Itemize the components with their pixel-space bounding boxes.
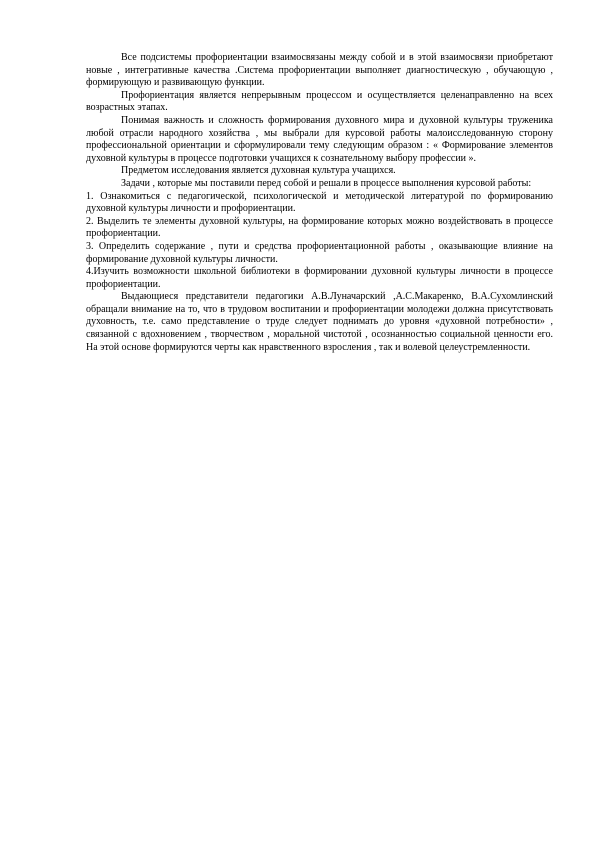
task-item-4: 4.Изучить возможности школьной библиотеки в формировании духовной культуры личности в процессе профориентации. [86, 266, 553, 290]
document-page [86, 52, 553, 354]
paragraph-tasks-intro: Задачи , которые мы поставили перед собой и решали в процессе выполнения курсовой работы: [121, 177, 532, 189]
task-item-2: 2. Выделить те элементы духовной культуры, на формирование которых можно воздействовать в процессе профориентации. [86, 215, 553, 240]
paragraph-continuous-process: Профориентация является непрерывным процессом и осуществляется целенаправленно на всех возрастных этапах. [86, 89, 553, 114]
paragraph-educators: Выдающиеся представители педагогики А.В.Луначарский ,А.С.Макаренко, В.А.Сухомлинский обращали внимание на то, что в трудовом воспитании и профориентации молодежи должна присутствовать духовность, т.е. само представление о труде следует поднимать до уровня «духовной потребности» , связанной с вдохновением , творчеством , моральной чистотой , осознанностью социальной ценности его. На этой основе формируются черты как нравственного взросления , так и волевой целеустремленности. [86, 291, 553, 353]
paragraph-topic: Понимая важность и сложность формирования духовного мира и духовной культуры труженика любой отрасли народного хозяйства , мы выбрали для курсовой работы малоисследованную сторону профессиональной ориентации и сформулировали тему следующим образом : « Формирование элементов духовной культуры в процессе подготовки учащихся к сознательному выбору профессии ». [86, 114, 553, 164]
paragraph-subject: Предметом исследования является духовная культура учащихся. [121, 165, 396, 177]
task-item-3: 3. Определить содержание , пути и средства профориентационной работы , оказывающие влияние на формирование духовной культуры личности. [86, 240, 553, 265]
paragraph-subsystems: Все подсистемы профориентации взаимосвязаны между собой и в этой взаимосвязи приобретают новые , интегративные качества .Система профориентации выполняет диагностическую , обучающую , формирующую и развивающую функции. [86, 52, 553, 89]
task-item-1: 1. Ознакомиться с педагогической, психологической и методической литературой по формированию духовной культуры личности и профориентации. [86, 190, 553, 215]
